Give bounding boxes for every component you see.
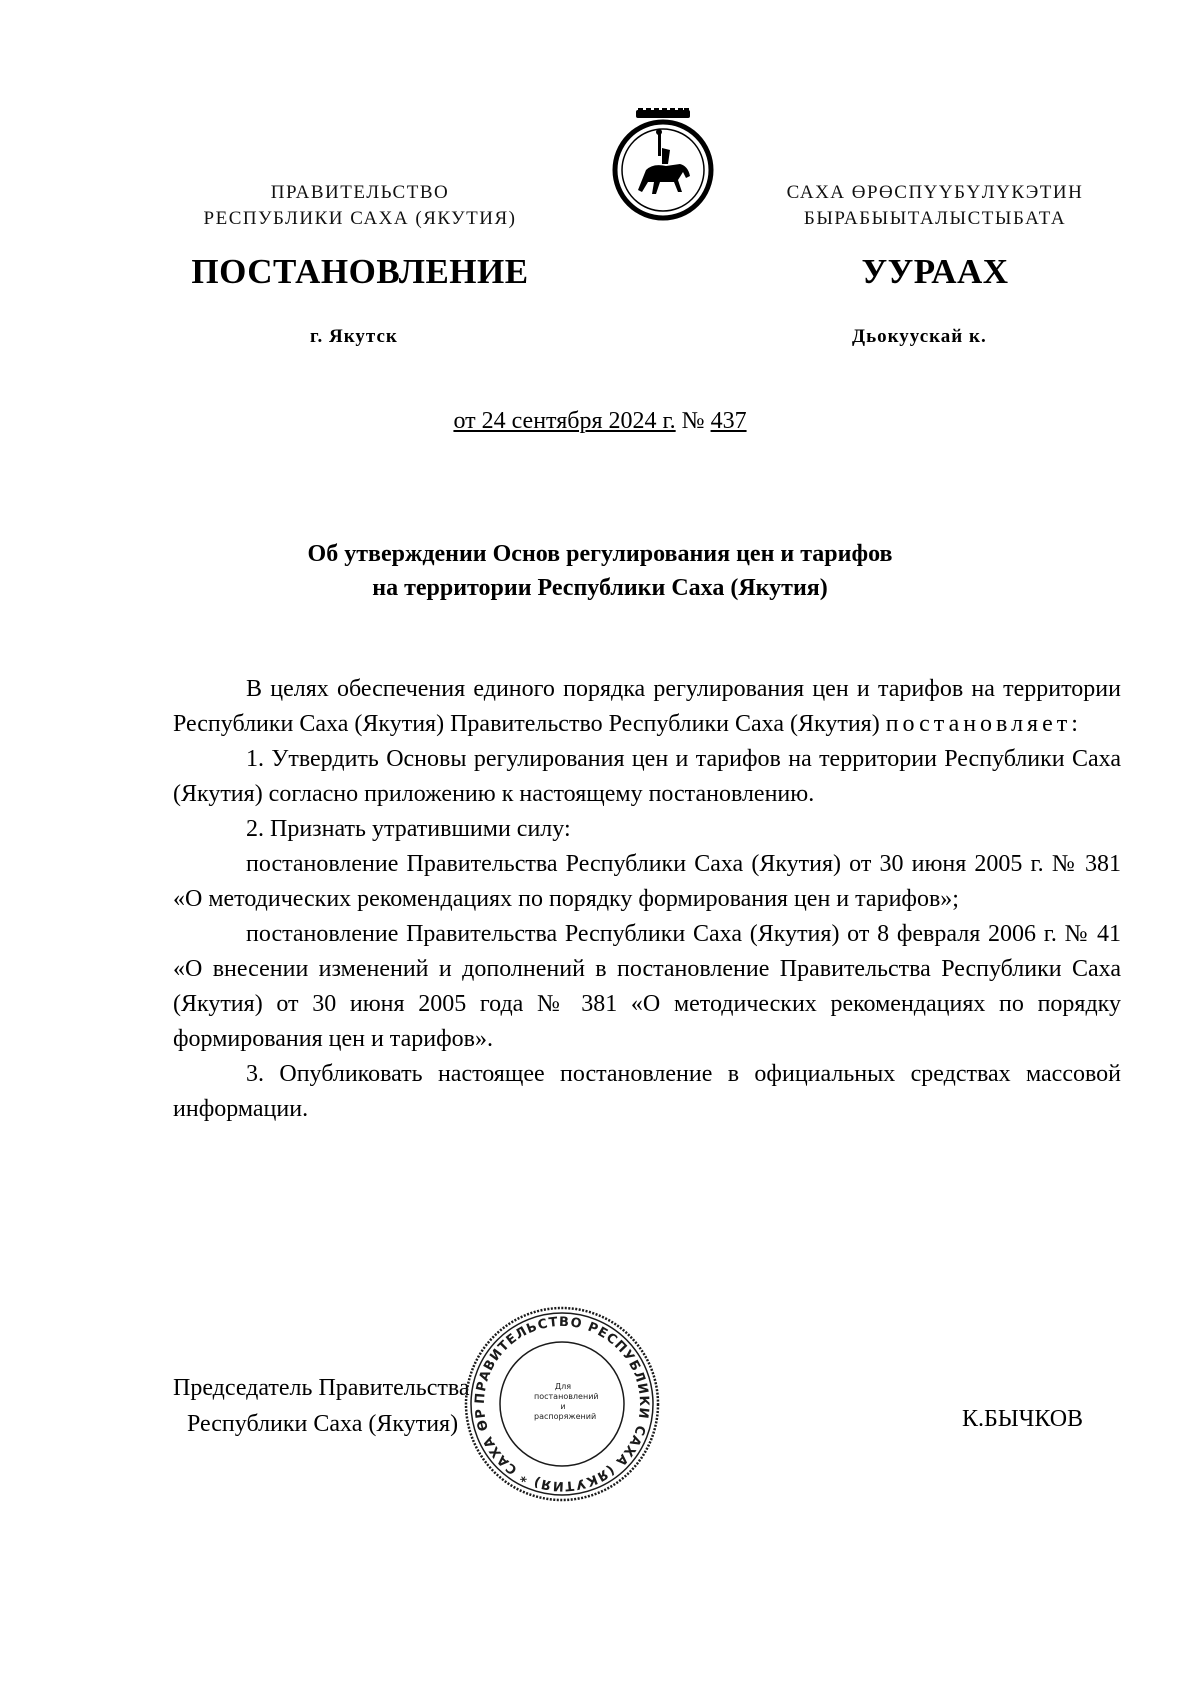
header-right-line2: БЫРАБЫЫТАЛЫСТЫБАТА xyxy=(803,208,1067,229)
body-paragraph-repeal1: постановление Правительства Республики Саха (Якутия) от 30 июня 2005 г. № 381 «О методических рекомендациях по порядку формирования цен и тарифов»; xyxy=(173,851,1121,912)
seal-center-line3: распоряжений xyxy=(534,1412,597,1421)
header-left-line1: ПРАВИТЕЛЬСТВО xyxy=(270,182,450,203)
doc-type-ru: ПОСТАНОВЛЕНИЕ xyxy=(191,252,529,291)
body-paragraph-repeal2: постановление Правительства Республики Саха (Якутия) от 8 февраля 2006 г. № 41 «О внесении изменений и дополнений в постановление Правительства Республики Саха (Якутия) от 30 июня 2005 года № 381 «О методических рекомендациях по порядку формирования цен и тарифов». xyxy=(173,921,1121,1052)
place-sah: Дьокуускай к. xyxy=(852,326,987,347)
seal-outer-text: ПРАВИТЕЛЬСТВО РЕСПУБЛИКИ САХА (ЯКУТИЯ) * САХА ӨР xyxy=(472,1314,652,1494)
seal-center-text xyxy=(534,1382,599,1422)
document-body xyxy=(173,672,1121,1127)
document-number: 437 xyxy=(710,408,747,434)
header-right-line1: САХА ӨРӨСПҮҮБҮЛҮКЭТИН xyxy=(786,182,1084,203)
body-paragraph-item3: 3. Опубликовать настоящее постановление в официальных средствах массовой информации. xyxy=(173,1061,1121,1122)
header-left-line2: РЕСПУБЛИКИ САХА (ЯКУТИЯ) xyxy=(203,208,517,229)
header-right-org xyxy=(725,180,1145,232)
signatory-name: К.БЫЧКОВ xyxy=(962,1406,1084,1432)
body-paragraph-item2: 2. Признать утратившими силу: xyxy=(246,816,571,842)
body-paragraph-item1: 1. Утвердить Основы регулирования цен и тарифов на территории Республики Саха (Якутия) согласно приложению к настоящему постановлению. xyxy=(173,746,1121,807)
signatory-position-line2: Республики Саха (Якутия) xyxy=(187,1411,459,1437)
doc-type-sah: УУРААХ xyxy=(861,252,1009,291)
title-line2: на территории Республики Саха (Якутия) xyxy=(372,575,828,601)
seal-center-line2: постановлений и xyxy=(534,1392,599,1411)
coat-of-arms-icon xyxy=(608,108,718,228)
title-line1: Об утверждении Основ регулирования цен и тарифов xyxy=(307,541,893,567)
header-left-org xyxy=(150,180,570,232)
place-ru: г. Якутск xyxy=(310,326,398,347)
seal-center-line1: Для xyxy=(554,1382,572,1391)
document-title xyxy=(0,537,1200,605)
preamble-decision-word: постановляет: xyxy=(885,711,1082,737)
signatory-position-line1: Председатель Правительства xyxy=(173,1375,470,1401)
number-sign: № xyxy=(681,408,705,434)
signatory-position xyxy=(173,1370,470,1442)
body-paragraph-preamble xyxy=(173,672,1121,742)
document-date: от 24 сентября 2024 г. xyxy=(453,408,676,434)
date-number-line xyxy=(0,408,1200,435)
preamble-text: В целях обеспечения единого порядка регулирования цен и тарифов на территории Республики Саха (Якутия) Правительство Республики Саха (Якутия) xyxy=(173,676,1121,737)
